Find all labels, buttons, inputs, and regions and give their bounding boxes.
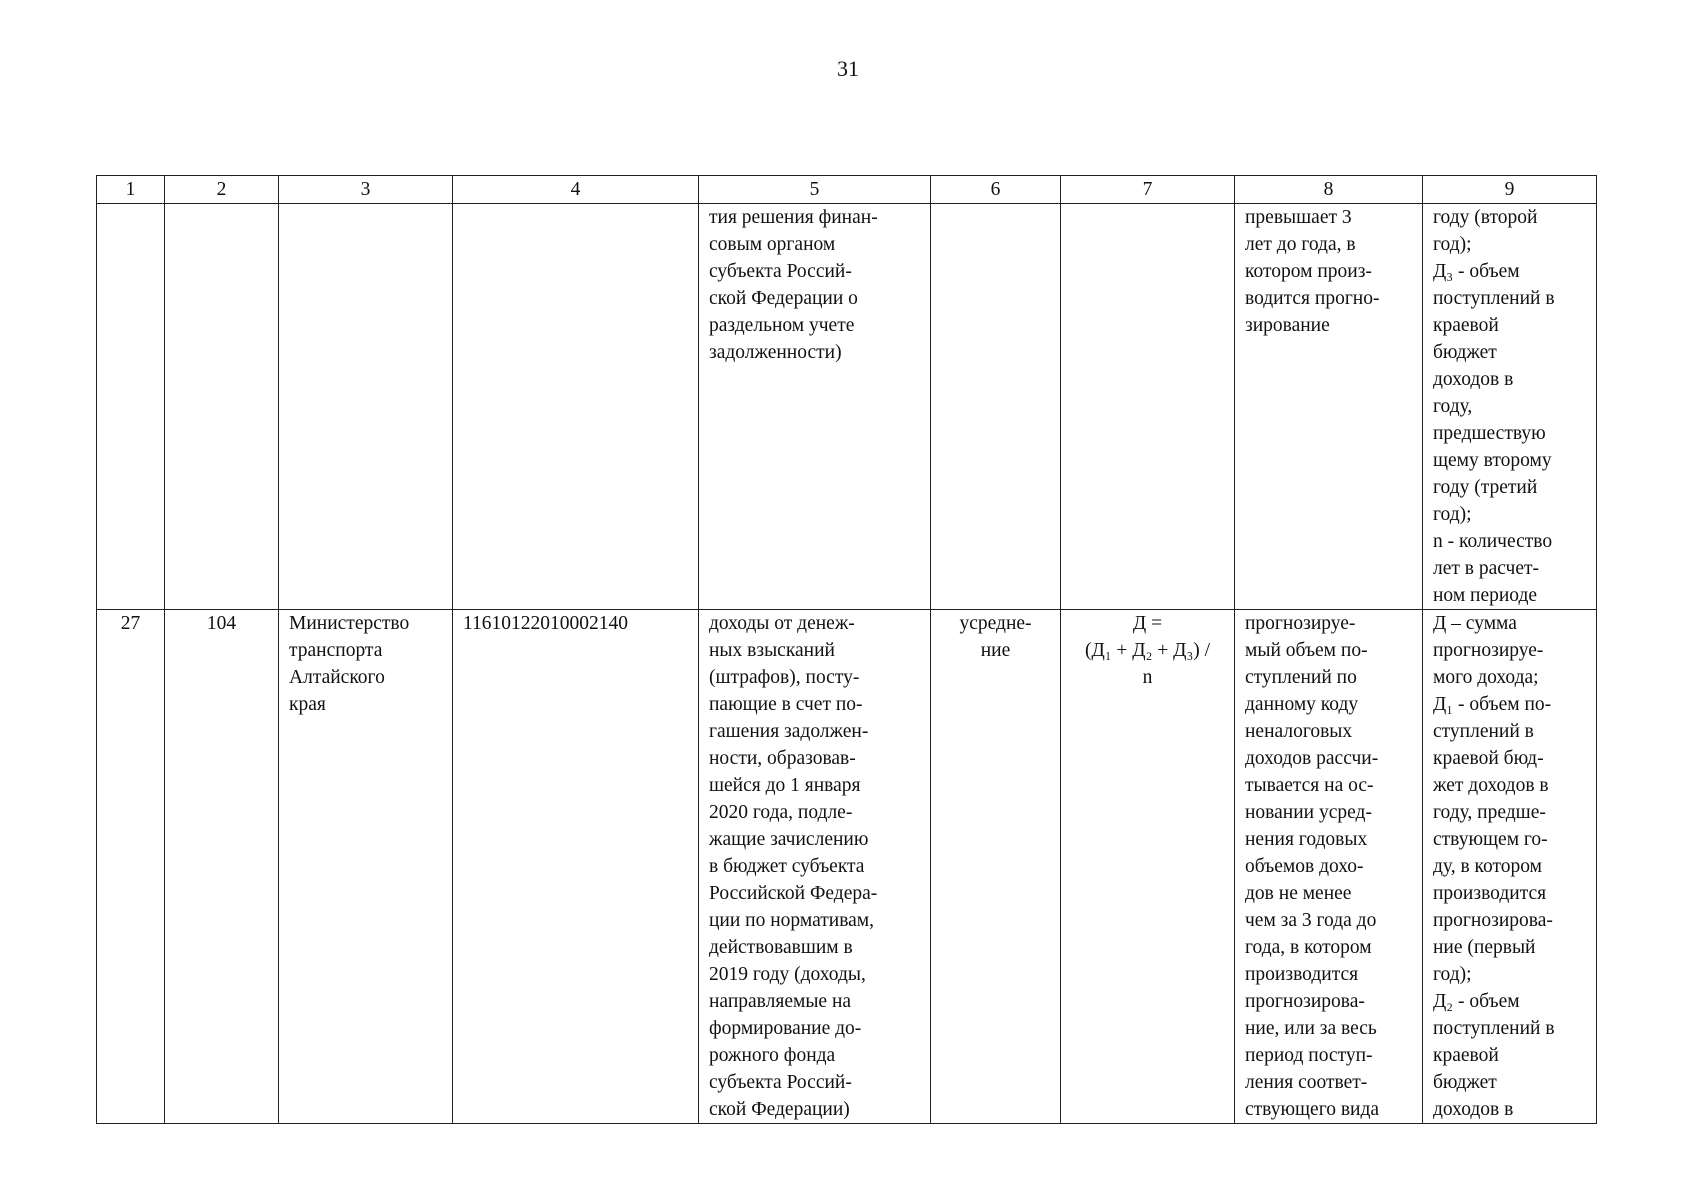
header-col-7: 7 <box>1061 176 1235 204</box>
cell-method: усредне- ние <box>931 610 1061 1124</box>
table-row-continued <box>97 204 1597 610</box>
cell-revenue-name: тия решения финан- совым органом субъекта Россий- ской Федерации о раздельном учете задолженности) <box>699 204 931 610</box>
header-col-6: 6 <box>931 176 1061 204</box>
column-number-header-row <box>97 176 1597 204</box>
cell-kbk-code: 11610122010002140 <box>453 610 699 1124</box>
cell-algorithm: прогнозируе- мый объем по- ступлений по данному коду неналоговых доходов рассчи- тывается на ос- новании усред- нения годовых объемов дохо- дов не менее чем за 3 года до года, в котором производится прогнозирова- ние, или за весь период поступ- ления соответ- ствующего вида <box>1235 610 1423 1124</box>
cell-formula: Д = (Д₁ + Д₂ + Д₃) / n <box>1061 610 1235 1124</box>
cell-indicators: Д – сумма прогнозируе- мого дохода; Д₁ - объем по- ступлений в краевой бюд- жет доходов в году, предше- ствующем го- ду, в котором производится прогнозирова- ние (первый год); Д₂ - объем поступлений в краевой бюджет доходов в <box>1423 610 1597 1124</box>
header-col-2: 2 <box>165 176 279 204</box>
header-col-8: 8 <box>1235 176 1423 204</box>
cell-row-number: 27 <box>97 610 165 1124</box>
cell-admin-code <box>165 204 279 610</box>
header-col-9: 9 <box>1423 176 1597 204</box>
header-col-3: 3 <box>279 176 453 204</box>
table-row-27 <box>97 610 1597 1124</box>
cell-method <box>931 204 1061 610</box>
header-col-5: 5 <box>699 176 931 204</box>
cell-admin-code: 104 <box>165 610 279 1124</box>
cell-row-number <box>97 204 165 610</box>
cell-revenue-name: доходы от денеж- ных взысканий (штрафов), посту- пающие в счет по- гашения задолжен- ности, образовав- шейся до 1 января 2020 года, подле- жащие зачислению в бюджет субъекта Российской Федера- ции по нормативам, действовавшим в 2019 году (доходы, направляемые на формирование до- рожного фонда субъекта Россий- ской Федерации) <box>699 610 931 1124</box>
cell-indicators: году (второй год); Д₃ - объем поступлений в краевой бюджет доходов в году, предшествую щему второму году (третий год); n - количество лет в расчет- ном периоде <box>1423 204 1597 610</box>
cell-admin-name <box>279 204 453 610</box>
header-col-4: 4 <box>453 176 699 204</box>
cell-kbk-code <box>453 204 699 610</box>
revenue-forecast-table <box>96 175 1597 1124</box>
page-number: 31 <box>837 56 859 81</box>
header-col-1: 1 <box>97 176 165 204</box>
cell-admin-name: Министерство транспорта Алтайского края <box>279 610 453 1124</box>
cell-algorithm: превышает 3 лет до года, в котором произ- водится прогно- зирование <box>1235 204 1423 610</box>
cell-formula <box>1061 204 1235 610</box>
